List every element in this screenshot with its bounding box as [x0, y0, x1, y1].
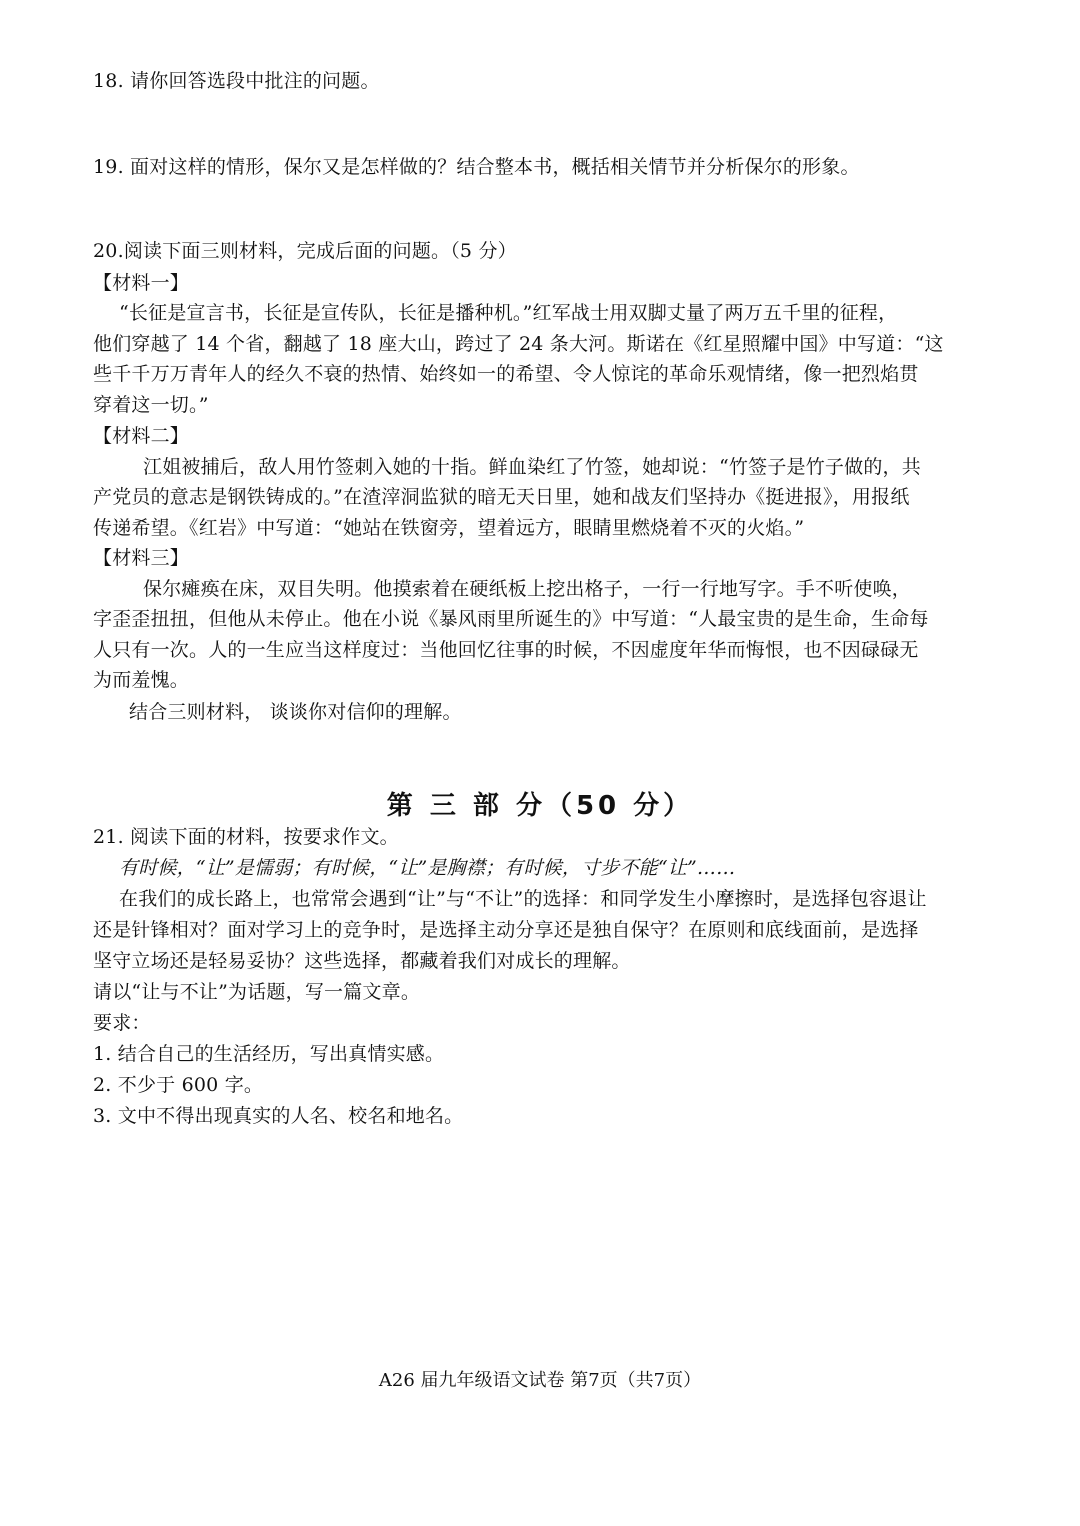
question-18: 18. 请你回答选段中批注的问题。 [93, 70, 380, 92]
material-3-line-4: 为而羞愧。 [93, 669, 190, 691]
material-1-line-2: 他们穿越了 14 个省，翻越了 18 座大山，跨过了 24 条大河。斯诺在《红星照耀中国》中写道：“这 [93, 333, 944, 355]
essay-topic: 请以“让与不让”为话题，写一篇文章。 [93, 981, 421, 1003]
page-footer: A26 届九年级语文试卷 第7页（共7页） [378, 1370, 702, 1391]
essay-material-line-3: 坚守立场还是轻易妥协？这些选择，都藏着我们对成长的理解。 [93, 950, 631, 972]
material-1-heading: 【材料一】 [93, 272, 190, 294]
question-20: 20.阅读下面三则材料，完成后面的问题。（5 分） [93, 240, 517, 262]
essay-material-line-2: 还是针锋相对？面对学习上的竞争时，是选择主动分享还是独自保守？在原则和底线面前，是选择 [93, 919, 919, 941]
material-1-line-3: 些千千万万青年人的经久不衰的热情、始终如一的希望、令人惊诧的革命乐观情绪，像一把烈焰贯 [93, 363, 919, 385]
requirement-1: 1. 结合自己的生活经历，写出真情实感。 [93, 1043, 445, 1065]
part-3-title: 第 三 部 分（50 分） [386, 791, 694, 821]
material-1-line-4: 穿着这一切。” [93, 394, 209, 416]
material-2-heading: 【材料二】 [93, 425, 190, 447]
material-3-heading: 【材料三】 [93, 547, 190, 569]
requirement-3: 3. 文中不得出现真实的人名、校名和地名。 [93, 1105, 464, 1127]
material-3-line-3: 人只有一次。人的一生应当这样度过：当他回忆往事的时候，不因虚度年华而悔恨，也不因碌碌无 [93, 639, 919, 661]
material-prompt: 结合三则材料， 谈谈你对信仰的理解。 [129, 701, 462, 723]
question-19: 19. 面对这样的情形，保尔又是怎样做的？结合整本书，概括相关情节并分析保尔的形象。 [93, 156, 860, 178]
material-1-line-1: “长征是宣言书，长征是宣传队，长征是播种机。”红军战士用双脚丈量了两万五千里的征程， [119, 302, 898, 324]
material-2-line-1: 江姐被捕后，敌人用竹签刺入她的十指。鲜血染红了竹签，她却说：“竹签子是竹子做的，共 [143, 456, 921, 478]
requirement-2: 2. 不少于 600 字。 [93, 1074, 264, 1096]
material-3-line-1: 保尔瘫痪在床，双目失明。他摸索着在硬纸板上挖出格子，一行一行地写字。手不听使唤， [143, 578, 912, 600]
question-21: 21. 阅读下面的材料，按要求作文。 [93, 826, 399, 848]
material-2-line-3: 传递希望。《红岩》中写道：“她站在铁窗旁，望着远方，眼睛里燃烧着不灭的火焰。” [93, 517, 805, 539]
requirements-label: 要求： [93, 1012, 151, 1034]
material-2-line-2: 产党员的意志是钢铁铸成的。”在渣滓洞监狱的暗无天日里，她和战友们坚持办《挺进报》，用报纸 [93, 486, 910, 508]
essay-quote: 有时候，“让”是懦弱；有时候，“让”是胸襟；有时候，寸步不能“让”…… [119, 857, 736, 879]
essay-material-line-1: 在我们的成长路上，也常常会遇到“让”与“不让”的选择：和同学发生小摩擦时，是选择包容退让 [119, 888, 927, 910]
material-3-line-2: 字歪歪扭扭，但他从未停止。他在小说《暴风雨里所诞生的》中写道：“人最宝贵的是生命，生命每 [93, 608, 929, 630]
